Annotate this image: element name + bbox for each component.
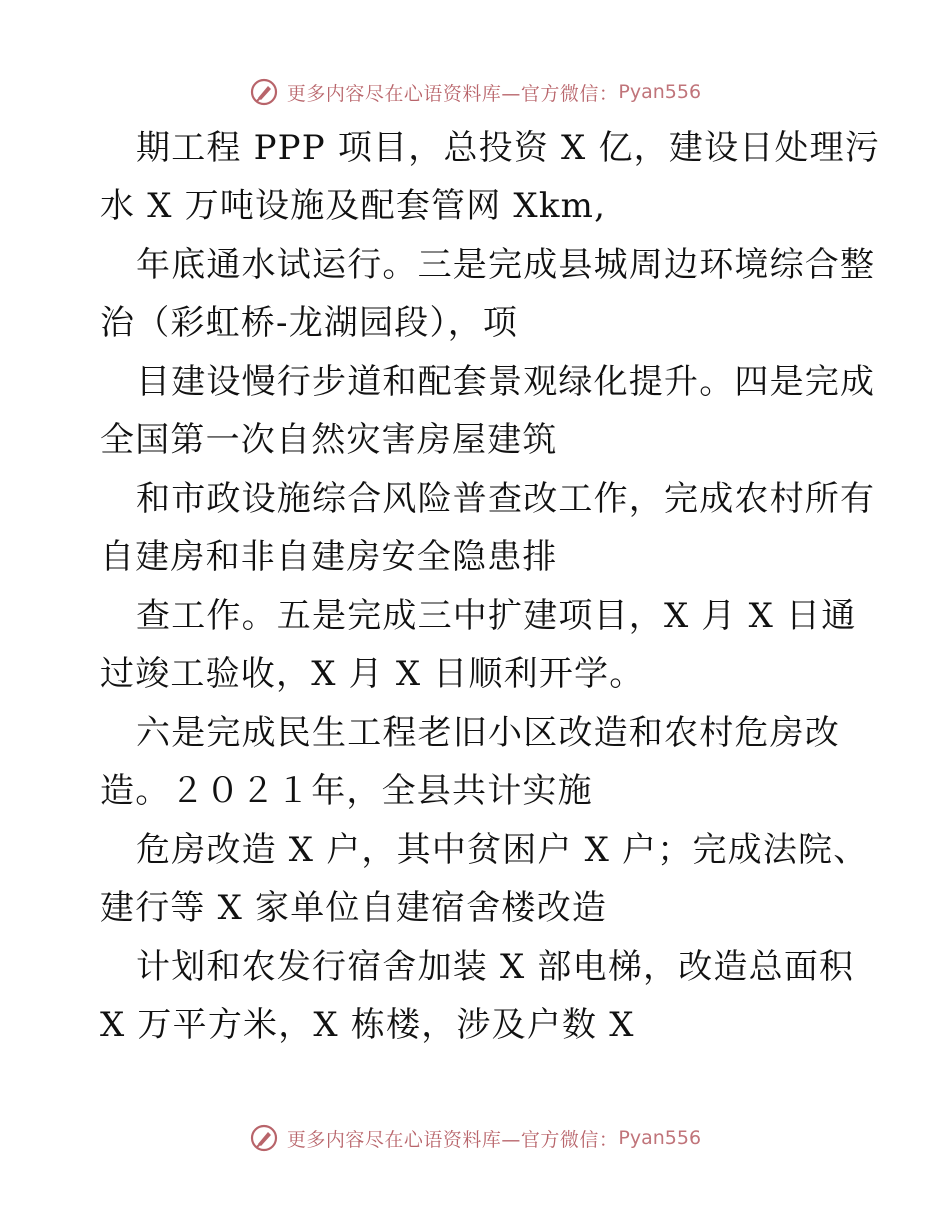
text-line: 六是完成民生工程老旧小区改造和农村危房改 bbox=[136, 713, 840, 753]
text-line: 年底通水试运行。三是完成县城周边环境综合整 bbox=[136, 245, 876, 285]
text-line: 计划和农发行宿舍加装 X 部电梯，改造总面积 bbox=[136, 947, 855, 987]
text-line: 水 X 万吨设施及配套管网 Xkm, bbox=[100, 186, 607, 226]
footer-watermark bbox=[0, 1118, 950, 1158]
text-line: 危房改造 X 户，其中贫困户 X 户；完成法院、 bbox=[136, 830, 869, 870]
text-line: 自建房和非自建房安全隐患排 bbox=[100, 537, 558, 577]
text-line: 查工作。五是完成三中扩建项目，X 月 X 日通 bbox=[136, 596, 857, 636]
text-line: X 万平方米，X 栋楼，涉及户数 X bbox=[100, 1005, 635, 1045]
text-line: 期工程 PPP 项目，总投资 X 亿，建设日处理污 bbox=[136, 128, 881, 168]
pen-nib-logo-icon bbox=[249, 1123, 279, 1153]
text-line: 造。２０２１年，全县共计实施 bbox=[100, 771, 593, 811]
text-line: 和市政设施综合风险普查改工作，完成农村所有 bbox=[136, 479, 876, 519]
watermark-wechat-id: Pyan556 bbox=[618, 81, 702, 103]
text-line: 目建设慢行步道和配套景观绿化提升。四是完成 bbox=[136, 362, 876, 402]
watermark-wechat-id: Pyan556 bbox=[618, 1127, 702, 1149]
watermark-text: 更多内容尽在心语资料库—官方微信： bbox=[286, 1128, 619, 1151]
text-line: 过竣工验收，X 月 X 日顺利开学。 bbox=[100, 654, 645, 694]
text-line: 治（彩虹桥-龙湖园段），项 bbox=[100, 303, 519, 343]
text-line: 全国第一次自然灾害房屋建筑 bbox=[100, 420, 558, 460]
text-line: 建行等 X 家单位自建宿舍楼改造 bbox=[100, 888, 608, 928]
watermark-text: 更多内容尽在心语资料库—官方微信： bbox=[286, 82, 619, 105]
